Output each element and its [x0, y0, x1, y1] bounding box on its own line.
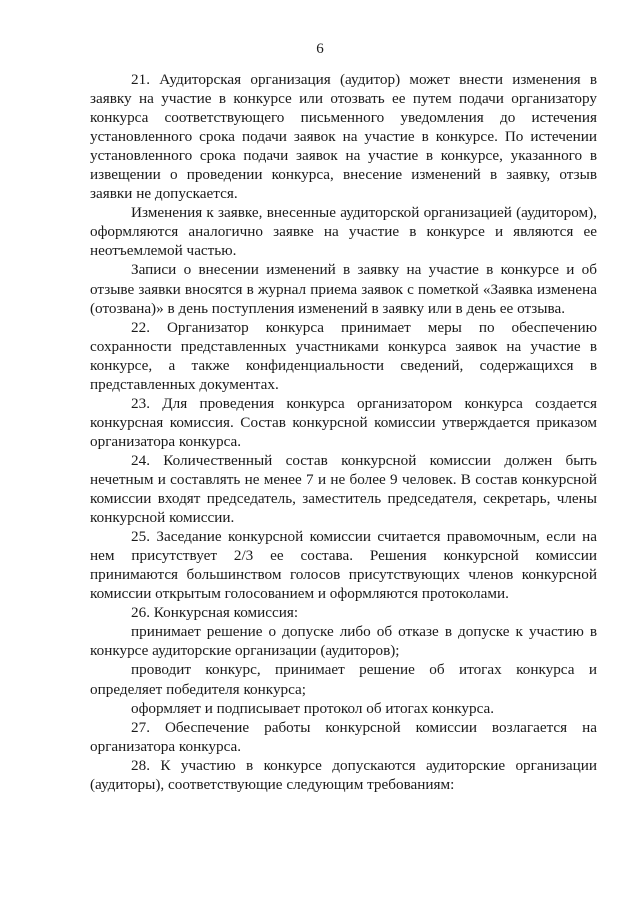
paragraph-26: 26. Конкурсная комиссия:: [131, 604, 299, 622]
paragraph-22: 22. Организатор конкурса принимает меры по обеспечению сохранности представленных участниками конкурса заявок на участие в конкурсе, а также конфиденциальности сведений, содержащихся в представленных документах.: [90, 318, 597, 393]
paragraph-25: 25. Заседание конкурсной комиссии считается правомочным, если на нем присутствует 2/3 ее состава. Решения конкурсной комиссии принимаются большинством голосов присутствующих членов конкурсной комиссии открытым голосованием и оформляются протоколами.: [90, 528, 597, 603]
paragraph-26-item-3: оформляет и подписывает протокол об итогах конкурса.: [131, 699, 495, 717]
paragraph-23: 23. Для проведения конкурса организатором конкурса создается конкурсная комиссия. Состав конкурсной комиссии утверждается приказом организатора конкурса.: [90, 394, 597, 450]
paragraph-26-item-2: проводит конкурс, принимает решение об итогах конкурса и определяет победителя конкурса;: [90, 661, 597, 698]
paragraph-21: 21. Аудиторская организация (аудитор) может внести изменения в заявку на участие в конкурсе или отозвать ее путем подачи организатору конкурса соответствующего письменного уведомления до истечения установленного срока подачи заявок на участие в конкурсе. По истечении установленного срока подачи заявок на участие в конкурсе, указанного в извещении о проведении конкурса, внесение изменений в заявку, отзыв заявки не допускается.: [90, 71, 597, 203]
paragraph-21-changes: Изменения к заявке, внесенные аудиторской организацией (аудитором), оформляются аналогично заявке на участие в конкурсе и являются ее неотъемлемой частью.: [90, 204, 597, 260]
paragraph-24: 24. Количественный состав конкурсной комиссии должен быть нечетным и составлять не менее 7 и не более 9 человек. В состав конкурсной комиссии входят председатель, заместитель председателя, секретарь, члены конкурсной комиссии.: [90, 451, 597, 527]
document-body: [90, 70, 597, 794]
paragraph-26-item-1: принимает решение о допуске либо об отказе в допуске к участию в конкурсе аудиторские организации (аудиторов);: [90, 623, 597, 660]
paragraph-21-records: Записи о внесении изменений в заявку на участие в конкурсе и об отзыве заявки вносятся в журнал приема заявок с пометкой «Заявка изменена (отозвана)» в день поступления изменений в заявку или в день ее отзыва.: [90, 261, 597, 317]
paragraph-28: 28. К участию в конкурсе допускаются аудиторские организации (аудиторы), соответствующие следующим требованиям:: [90, 756, 597, 793]
page-number: 6: [316, 41, 324, 57]
paragraph-27: 27. Обеспечение работы конкурсной комиссии возлагается на организатора конкурса.: [90, 718, 597, 755]
